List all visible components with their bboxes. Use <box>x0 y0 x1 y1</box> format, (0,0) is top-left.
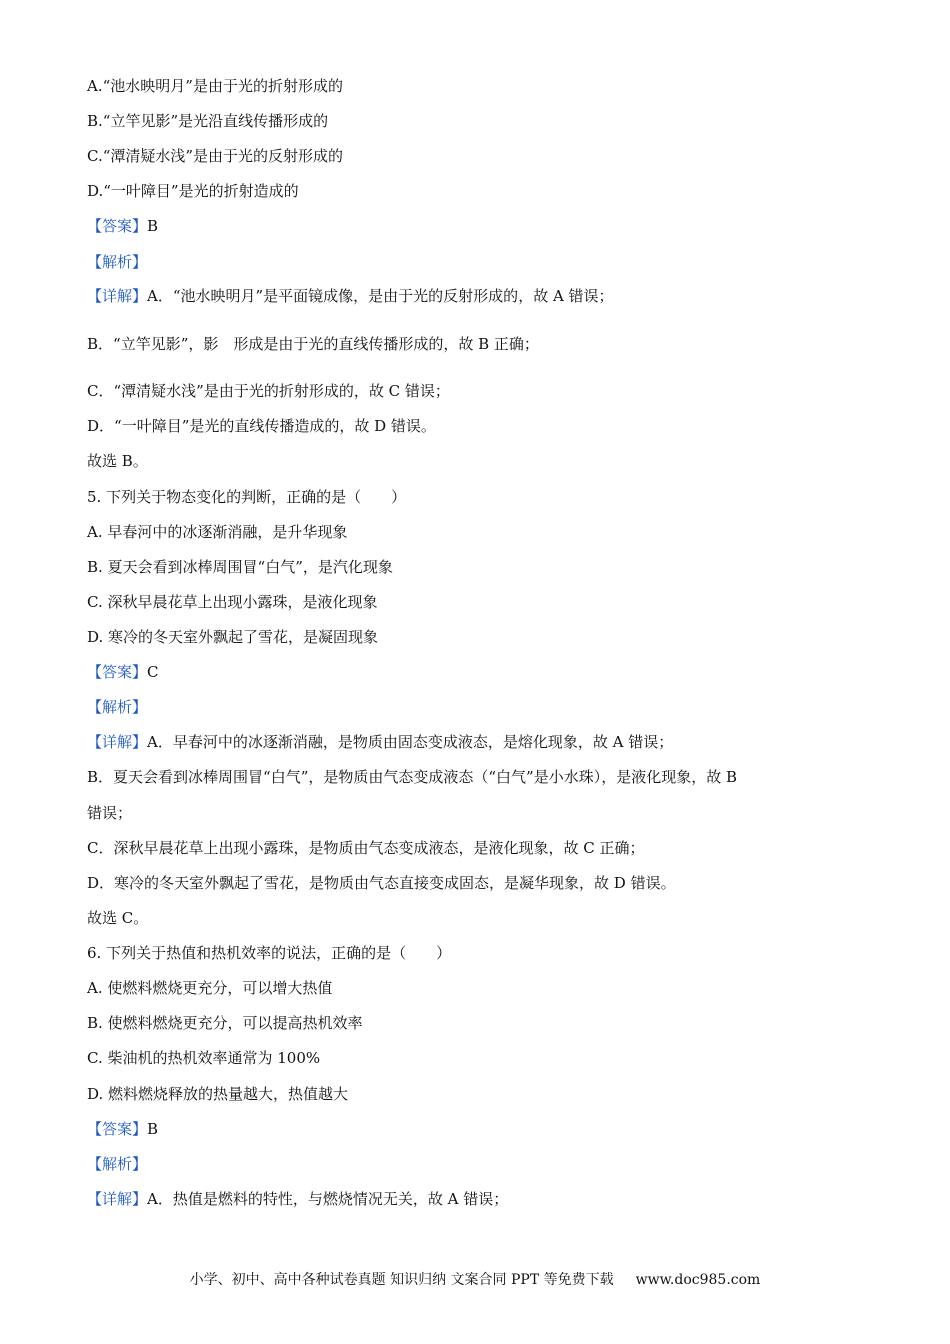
q4-detail-c: C．“潭清疑水浅”是由于光的折射形成的，故 C 错误； <box>87 382 450 400</box>
q5-option-c: C. 深秋早晨花草上出现小露珠，是液化现象 <box>87 593 378 611</box>
q5-detail-b-cont: 错误； <box>87 804 133 822</box>
q6-option-d: D. 燃料燃烧释放的热量越大，热值越大 <box>87 1085 349 1103</box>
q5-option-a: A. 早春河中的冰逐渐消融，是升华现象 <box>87 523 348 541</box>
q5-option-d: D. 寒冷的冬天室外飘起了雪花，是凝固现象 <box>87 628 379 646</box>
q6-detail-a <box>87 1189 508 1209</box>
q5-question: 5. 下列关于物态变化的判断，正确的是（ ） <box>87 488 407 506</box>
q6-option-b: B. 使燃料燃烧更充分，可以提高热机效率 <box>87 1014 363 1032</box>
q5-detail-b: B．夏天会看到冰棒周围冒“白气”，是物质由气态变成液态（“白气”是小水珠），是液化现象，故 B <box>87 768 737 786</box>
detail-tag: 【详解】 <box>87 1190 148 1208</box>
q5-option-b: B. 夏天会看到冰棒周围冒“白气”，是汽化现象 <box>87 558 393 576</box>
q6-question: 6. 下列关于热值和热机效率的说法，正确的是（ ） <box>87 944 452 962</box>
answer-value: B <box>147 217 159 235</box>
footer-link[interactable]: www.doc985.com <box>635 1272 761 1288</box>
answer-tag: 【答案】 <box>87 217 148 235</box>
answer-value: C <box>147 663 159 681</box>
detail-tag: 【详解】 <box>87 287 148 305</box>
q4-detail-d: D．“一叶障目”是光的直线传播造成的，故 D 错误。 <box>87 417 436 435</box>
detail-text: A．“池水映明月”是平面镜成像，是由于光的反射形成的，故 A 错误； <box>147 287 614 305</box>
q4-option-d: D.“一叶障目”是光的折射造成的 <box>87 182 299 200</box>
q5-detail-d: D．寒冷的冬天室外飘起了雪花，是物质由气态直接变成固态，是凝华现象，故 D 错误。 <box>87 874 676 892</box>
q4-conclusion: 故选 B。 <box>87 452 148 470</box>
q4-option-a: A.“池水映明月”是由于光的折射形成的 <box>87 77 343 95</box>
q6-option-c: C. 柴油机的热机效率通常为 100% <box>87 1049 321 1067</box>
q6-answer <box>87 1119 158 1139</box>
q5-detail-c: C．深秋早晨花草上出现小露珠，是物质由气态变成液态，是液化现象，故 C 正确； <box>87 839 645 857</box>
page-footer <box>0 1269 950 1289</box>
q5-analysis-tag: 【解析】 <box>87 698 148 716</box>
detail-text: A．热值是燃料的特性，与燃烧情况无关，故 A 错误； <box>147 1190 509 1208</box>
answer-tag: 【答案】 <box>87 663 148 681</box>
q6-analysis-tag: 【解析】 <box>87 1155 148 1173</box>
q4-answer <box>87 216 158 236</box>
detail-tag: 【详解】 <box>87 733 148 751</box>
q5-detail-a <box>87 732 673 752</box>
q4-analysis-tag: 【解析】 <box>87 253 148 271</box>
q5-answer <box>87 662 159 682</box>
q4-detail-a <box>87 286 614 306</box>
q4-detail-b: B．“立竿见影”，影 形成是由于光的直线传播形成的，故 B 正确； <box>87 335 539 353</box>
detail-text: A．早春河中的冰逐渐消融，是物质由固态变成液态，是熔化现象，故 A 错误； <box>147 733 674 751</box>
q5-conclusion: 故选 C。 <box>87 909 149 927</box>
answer-tag: 【答案】 <box>87 1120 148 1138</box>
q6-option-a: A. 使燃料燃烧更充分，可以增大热值 <box>87 979 333 997</box>
answer-value: B <box>147 1120 159 1138</box>
q4-option-c: C.“潭清疑水浅”是由于光的反射形成的 <box>87 147 344 165</box>
footer-text: 小学、初中、高中各种试卷真题 知识归纳 文案合同 PPT 等免费下载 <box>189 1272 614 1288</box>
q4-option-b: B.“立竿见影”是光沿直线传播形成的 <box>87 112 329 130</box>
